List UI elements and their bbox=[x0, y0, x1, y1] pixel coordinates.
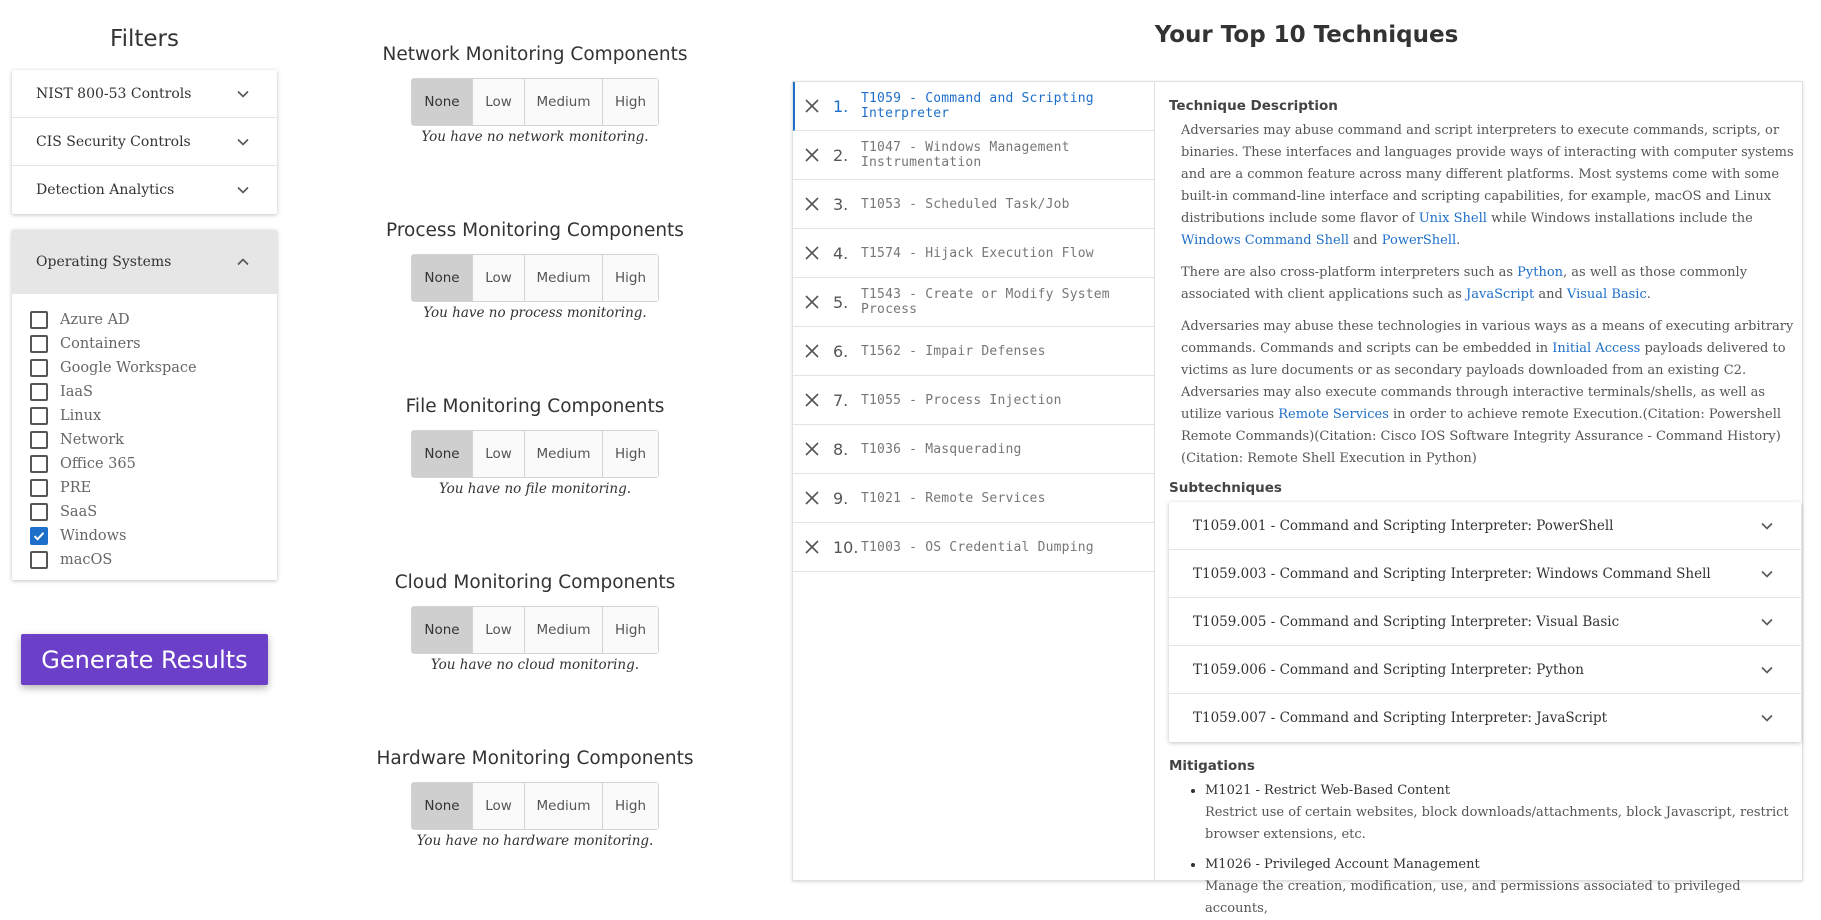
level-option-none[interactable]: None bbox=[412, 255, 473, 301]
description-paragraph bbox=[1181, 120, 1804, 252]
technique-name: T1021 - Remote Services bbox=[861, 490, 1046, 506]
close-icon[interactable] bbox=[803, 440, 821, 458]
os-checkbox-list bbox=[12, 294, 277, 580]
os-option[interactable] bbox=[30, 356, 277, 380]
description-text: Adversaries may abuse these technologies in various ways as a means of executing arbitrary commands. Commands and scripts can be embedded in bbox=[1181, 319, 1794, 356]
os-option[interactable] bbox=[30, 524, 277, 548]
os-option[interactable] bbox=[30, 404, 277, 428]
os-option-label: Azure AD bbox=[60, 312, 130, 328]
technique-rank: 8. bbox=[833, 439, 849, 459]
subtechnique-label: T1059.006 - Command and Scripting Interpreter: Python bbox=[1193, 661, 1584, 678]
subtechnique-label: T1059.001 - Command and Scripting Interpreter: PowerShell bbox=[1193, 517, 1614, 534]
close-icon[interactable] bbox=[803, 489, 821, 507]
level-option-medium[interactable]: Medium bbox=[525, 79, 603, 125]
monitoring-note: You have no process monitoring. bbox=[423, 305, 647, 321]
level-option-high[interactable]: High bbox=[603, 431, 658, 477]
level-option-high[interactable]: High bbox=[603, 79, 658, 125]
os-option[interactable] bbox=[30, 332, 277, 356]
level-option-low[interactable]: Low bbox=[473, 431, 525, 477]
description-text: in order to achieve remote Execution.(Citation: Powershell Remote Commands)(Citation: Cisco IOS Software Integrity Assurance - Command History)(Citation: Remote Shell Execution in Python) bbox=[1181, 407, 1782, 466]
subtechnique-item[interactable] bbox=[1169, 694, 1801, 742]
chevron-down-icon bbox=[237, 136, 249, 148]
checkbox[interactable] bbox=[30, 551, 48, 569]
checkbox[interactable] bbox=[30, 479, 48, 497]
technique-rank: 2. bbox=[833, 145, 849, 165]
os-option-label: PRE bbox=[60, 480, 92, 496]
link-javascript[interactable]: JavaScript bbox=[1466, 287, 1535, 302]
technique-item[interactable] bbox=[793, 82, 1154, 131]
technique-name: T1053 - Scheduled Task/Job bbox=[861, 196, 1070, 212]
description-text: There are also cross-platform interpreters such as bbox=[1181, 265, 1518, 280]
mitigation-item bbox=[1205, 780, 1804, 846]
filters-title: Filters bbox=[110, 26, 179, 52]
technique-rank: 1. bbox=[833, 96, 849, 116]
chevron-down-icon bbox=[1761, 712, 1773, 724]
subtechnique-label: T1059.005 - Command and Scripting Interpreter: Visual Basic bbox=[1193, 613, 1620, 630]
checkbox[interactable] bbox=[30, 431, 48, 449]
level-option-medium[interactable]: Medium bbox=[525, 255, 603, 301]
os-option-label: macOS bbox=[60, 552, 113, 568]
technique-name: T1059 - Command and Scripting Interpreter bbox=[861, 91, 1094, 121]
checkbox[interactable] bbox=[30, 311, 48, 329]
description-text: and bbox=[1534, 287, 1567, 302]
checkbox[interactable] bbox=[30, 455, 48, 473]
level-option-low[interactable]: Low bbox=[473, 255, 525, 301]
monitoring-note: You have no file monitoring. bbox=[438, 481, 632, 497]
mitigation-description: Restrict use of certain websites, block downloads/attachments, block Javascript, restrict browser extensions, etc. bbox=[1205, 805, 1789, 842]
accordion-label: CIS Security Controls bbox=[36, 133, 191, 150]
technique-name: T1055 - Process Injection bbox=[861, 392, 1062, 408]
os-option[interactable] bbox=[30, 428, 277, 452]
os-option[interactable] bbox=[30, 476, 277, 500]
monitoring-section-title: File Monitoring Components bbox=[405, 396, 665, 417]
description-paragraph bbox=[1181, 316, 1804, 470]
technique-list bbox=[793, 82, 1155, 880]
monitoring-level-selector bbox=[411, 606, 659, 654]
chevron-down-icon bbox=[237, 88, 249, 100]
close-icon[interactable] bbox=[803, 146, 821, 164]
monitoring-note: You have no hardware monitoring. bbox=[416, 833, 654, 849]
techniques-title: Your Top 10 Techniques bbox=[1154, 22, 1459, 48]
os-option[interactable] bbox=[30, 548, 277, 572]
technique-rank: 5. bbox=[833, 292, 849, 312]
mitigation-item bbox=[1205, 854, 1804, 920]
close-icon[interactable] bbox=[803, 293, 821, 311]
technique-rank: 10. bbox=[833, 537, 859, 557]
os-option-label: SaaS bbox=[60, 504, 98, 520]
subtechnique-label: T1059.003 - Command and Scripting Interpreter: Windows Command Shell bbox=[1193, 565, 1711, 582]
monitoring-section bbox=[365, 746, 705, 849]
subtechnique-item[interactable] bbox=[1169, 502, 1801, 550]
monitoring-section-title: Process Monitoring Components bbox=[386, 220, 684, 241]
filter-accordion bbox=[12, 70, 277, 214]
description-text: . bbox=[1456, 233, 1461, 248]
chevron-down-icon bbox=[1761, 616, 1773, 628]
mitigations-list bbox=[1169, 780, 1804, 920]
chevron-down-icon bbox=[237, 184, 249, 196]
techniques-panel bbox=[792, 81, 1803, 916]
os-option[interactable] bbox=[30, 380, 277, 404]
accordion-label: Detection Analytics bbox=[36, 182, 175, 198]
level-option-medium[interactable]: Medium bbox=[525, 431, 603, 477]
level-option-medium[interactable]: Medium bbox=[525, 783, 603, 829]
subtechnique-item[interactable] bbox=[1169, 598, 1801, 646]
chevron-down-icon bbox=[1761, 520, 1773, 532]
link-powershell[interactable]: PowerShell bbox=[1381, 233, 1457, 248]
technique-item[interactable] bbox=[793, 131, 1154, 180]
technique-item[interactable] bbox=[793, 278, 1154, 327]
subtechnique-item[interactable] bbox=[1169, 646, 1801, 694]
checkbox[interactable] bbox=[30, 383, 48, 401]
technique-rank: 6. bbox=[833, 341, 849, 361]
monitoring-note: You have no network monitoring. bbox=[421, 129, 649, 145]
os-option-label: Office 365 bbox=[60, 456, 136, 472]
subtechniques-heading: Subtechniques bbox=[1169, 480, 1282, 496]
technique-item[interactable] bbox=[793, 327, 1154, 376]
level-option-medium[interactable]: Medium bbox=[525, 607, 603, 653]
close-icon[interactable] bbox=[803, 538, 821, 556]
monitoring-section bbox=[365, 394, 705, 497]
chevron-up-icon bbox=[237, 256, 249, 268]
accordion-nist-controls[interactable] bbox=[12, 70, 277, 118]
chevron-down-icon bbox=[1761, 664, 1773, 676]
close-icon[interactable] bbox=[803, 244, 821, 262]
close-icon[interactable] bbox=[803, 391, 821, 409]
filters-panel bbox=[12, 20, 277, 580]
technique-item[interactable] bbox=[793, 376, 1154, 425]
link-unix-shell[interactable]: Unix Shell bbox=[1418, 211, 1487, 226]
technique-item[interactable] bbox=[793, 229, 1154, 278]
checkbox[interactable] bbox=[30, 503, 48, 521]
technique-rank: 4. bbox=[833, 243, 849, 263]
level-option-none[interactable]: None bbox=[412, 79, 473, 125]
os-option[interactable] bbox=[30, 308, 277, 332]
checkbox[interactable] bbox=[30, 407, 48, 425]
mitigations-heading: Mitigations bbox=[1169, 758, 1255, 774]
level-option-high[interactable]: High bbox=[603, 783, 658, 829]
accordion-cis-controls[interactable] bbox=[12, 118, 277, 166]
level-option-low[interactable]: Low bbox=[473, 607, 525, 653]
subtechnique-item[interactable] bbox=[1169, 550, 1801, 598]
monitoring-section-title: Cloud Monitoring Components bbox=[394, 572, 676, 593]
mitigation-description: Manage the creation, modification, use, and permissions associated to privileged accounts, bbox=[1205, 879, 1741, 916]
link-windows-command-shell[interactable]: Windows Command Shell bbox=[1181, 233, 1350, 248]
technique-rank: 7. bbox=[833, 390, 849, 410]
checkbox[interactable] bbox=[30, 359, 48, 377]
link-visual-basic[interactable]: Visual Basic bbox=[1566, 287, 1647, 302]
mitigation-title: • M1021 - Restrict Web-Based Content bbox=[1205, 783, 1450, 798]
os-option[interactable] bbox=[30, 500, 277, 524]
level-option-none[interactable]: None bbox=[412, 607, 473, 653]
level-option-low[interactable]: Low bbox=[473, 783, 525, 829]
chevron-down-icon bbox=[1761, 568, 1773, 580]
monitoring-level-selector bbox=[411, 78, 659, 126]
level-option-none[interactable]: None bbox=[412, 431, 473, 477]
close-icon[interactable] bbox=[803, 342, 821, 360]
generate-results-button[interactable]: Generate Results bbox=[21, 634, 268, 685]
checkmark-icon bbox=[33, 530, 45, 542]
os-option-label: Google Workspace bbox=[60, 360, 197, 376]
accordion-label: NIST 800-53 Controls bbox=[36, 85, 192, 102]
accordion-detection-analytics[interactable] bbox=[12, 166, 277, 214]
technique-name: T1543 - Create or Modify System Process bbox=[861, 287, 1110, 317]
accordion-operating-systems[interactable] bbox=[12, 230, 277, 294]
os-option-label: IaaS bbox=[60, 384, 93, 400]
monitoring-section bbox=[365, 218, 705, 321]
technique-rank: 3. bbox=[833, 194, 849, 214]
monitoring-section bbox=[365, 42, 705, 145]
operating-systems-panel bbox=[12, 230, 277, 580]
monitoring-level-selector bbox=[411, 782, 659, 830]
link-python[interactable]: Python bbox=[1517, 265, 1564, 280]
description-paragraph bbox=[1181, 262, 1804, 306]
level-option-high[interactable]: High bbox=[603, 255, 658, 301]
checkbox-checked[interactable] bbox=[30, 527, 48, 545]
description-heading: Technique Description bbox=[1169, 98, 1338, 114]
close-icon[interactable] bbox=[803, 97, 821, 115]
technique-name: T1036 - Masquerading bbox=[861, 441, 1022, 457]
close-icon[interactable] bbox=[803, 195, 821, 213]
os-option-label: Linux bbox=[60, 408, 102, 424]
technique-description bbox=[1169, 120, 1804, 470]
link-remote-services[interactable]: Remote Services bbox=[1278, 407, 1389, 422]
technique-name: T1047 - Windows Management Instrumentation bbox=[861, 140, 1070, 170]
os-option-label: Network bbox=[60, 432, 124, 448]
level-option-none[interactable]: None bbox=[412, 783, 473, 829]
description-text: . bbox=[1646, 287, 1651, 302]
accordion-label: Operating Systems bbox=[36, 254, 172, 270]
technique-item[interactable] bbox=[793, 523, 1154, 572]
technique-item[interactable] bbox=[793, 425, 1154, 474]
technique-name: T1562 - Impair Defenses bbox=[861, 343, 1046, 359]
description-text: payloads delivered to victims as lure documents or as secondary payloads downloaded from an existing C2. Adversaries may also execute commands through interactive terminals/shells, as well as utilize various bbox=[1181, 341, 1786, 422]
monitoring-level-selector bbox=[411, 430, 659, 478]
mitigation-title: • M1026 - Privileged Account Management bbox=[1205, 857, 1480, 872]
monitoring-section-title: Hardware Monitoring Components bbox=[376, 748, 694, 769]
technique-item[interactable] bbox=[793, 474, 1154, 523]
monitoring-note: You have no cloud monitoring. bbox=[430, 657, 640, 673]
monitoring-section bbox=[365, 570, 705, 673]
technique-item[interactable] bbox=[793, 180, 1154, 229]
checkbox[interactable] bbox=[30, 335, 48, 353]
technique-rank: 9. bbox=[833, 488, 849, 508]
description-text: , as well as those commonly associated with client applications such as bbox=[1181, 265, 1748, 302]
link-initial-access[interactable]: Initial Access bbox=[1552, 341, 1641, 356]
technique-name: T1574 - Hijack Execution Flow bbox=[861, 245, 1094, 261]
description-text: while Windows installations include the bbox=[1486, 211, 1753, 226]
subtechniques-accordion bbox=[1169, 502, 1801, 742]
monitoring-level-selector bbox=[411, 254, 659, 302]
os-option-label: Windows bbox=[60, 528, 127, 544]
subtechnique-label: T1059.007 - Command and Scripting Interpreter: JavaScript bbox=[1193, 710, 1608, 726]
level-option-low[interactable]: Low bbox=[473, 79, 525, 125]
monitoring-section-title: Network Monitoring Components bbox=[382, 44, 688, 65]
level-option-high[interactable]: High bbox=[603, 607, 658, 653]
technique-detail bbox=[1169, 82, 1804, 916]
technique-name: T1003 - OS Credential Dumping bbox=[861, 539, 1094, 555]
os-option-label: Containers bbox=[60, 336, 141, 352]
description-text: Adversaries may abuse command and script interpreters to execute commands, scripts, or binaries. These interfaces and languages provide ways of interacting with computer systems and are a common feature across many different platforms. Most systems come with some built-in command-line interface and scripting capabilities, for example, macOS and Linux distributions include some flavor of bbox=[1181, 123, 1794, 226]
os-option[interactable] bbox=[30, 452, 277, 476]
description-text: and bbox=[1349, 233, 1382, 248]
